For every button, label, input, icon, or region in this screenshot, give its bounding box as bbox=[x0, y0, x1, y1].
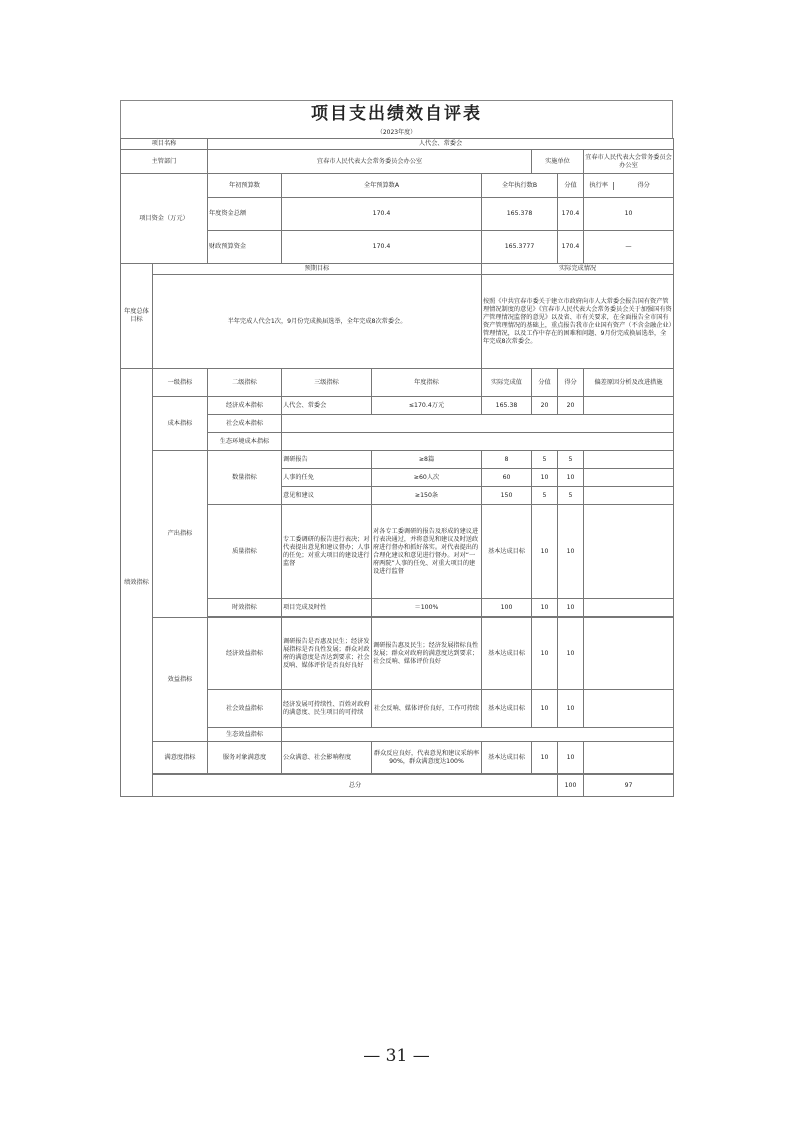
output-quality-label: 质量指标 bbox=[208, 505, 282, 599]
h-level2: 二级指标 bbox=[208, 369, 282, 397]
benefit-eco-empty bbox=[282, 728, 674, 742]
qty-actual: 150 bbox=[482, 487, 532, 505]
satisfaction-score: 10 bbox=[558, 742, 584, 774]
satisfaction-actual: 基本达成目标 bbox=[482, 742, 532, 774]
goals-label: 年度总体目标 bbox=[121, 264, 153, 369]
qty-reason bbox=[584, 469, 674, 487]
h-level1: 一级指标 bbox=[153, 369, 208, 397]
impl-label: 实施单位 bbox=[532, 150, 584, 174]
qty-actual: 8 bbox=[482, 451, 532, 469]
qty-score: 5 bbox=[558, 487, 584, 505]
time-item: 项目完成及时性 bbox=[282, 599, 372, 617]
form-year: （2023年度） bbox=[120, 127, 673, 138]
cost-social-empty bbox=[282, 415, 674, 433]
row-funds-header bbox=[121, 174, 674, 198]
quality-actual: 基本达成目标 bbox=[482, 505, 532, 599]
qty-item: 意见和建议 bbox=[282, 487, 372, 505]
row-cost-econ bbox=[121, 397, 674, 415]
cost-label: 成本指标 bbox=[153, 397, 208, 451]
qty-item: 人事的任免 bbox=[282, 469, 372, 487]
quality-target: 对各专工委调研的报告及形成的建议进行表决通过，并将意见和建议及时送政府进行督办和抓好落实。对代表提出的合理化建议和意见进行督办。对对“一府两院”人事的任免、对重大项目的建设进行监督 bbox=[372, 505, 482, 599]
quality-reason bbox=[584, 505, 674, 599]
h-level3: 三级指标 bbox=[282, 369, 372, 397]
qty-target: ≥150条 bbox=[372, 487, 482, 505]
cost-econ-score: 20 bbox=[558, 397, 584, 415]
h-score: 得分 bbox=[558, 369, 584, 397]
qty-score: 10 bbox=[558, 469, 584, 487]
quality-weight: 10 bbox=[532, 505, 558, 599]
benefit-eco-label: 生态效益指标 bbox=[208, 728, 282, 742]
time-reason bbox=[584, 599, 674, 617]
satisfaction-weight: 10 bbox=[532, 742, 558, 774]
benefit-econ-weight: 10 bbox=[532, 618, 558, 690]
goals-expected-text: 半年完成人代会1次，9月份完成换届选举，全年完成8次常委会。 bbox=[153, 275, 482, 369]
h-weight: 分值 bbox=[532, 369, 558, 397]
quality-item: 专工委调研的报告进行表决；对代表提出意见和建议督办；人事的任免；对重大项目的建设进行监督 bbox=[282, 505, 372, 599]
quality-score: 10 bbox=[558, 505, 584, 599]
cost-econ-target: ≤170.4万元 bbox=[372, 397, 482, 415]
total-weight: 100 bbox=[558, 775, 584, 797]
funds-year-budget: 170.4 bbox=[282, 198, 482, 231]
self-evaluation-form bbox=[120, 100, 673, 797]
benefit-label: 效益指标 bbox=[153, 618, 208, 742]
qty-actual: 60 bbox=[482, 469, 532, 487]
satisfaction-label: 满意度指标 bbox=[153, 742, 208, 774]
qty-score: 5 bbox=[558, 451, 584, 469]
dept-label: 主管部门 bbox=[121, 150, 208, 174]
qty-weight: 10 bbox=[532, 469, 558, 487]
output-qty-label: 数量指标 bbox=[208, 451, 282, 505]
benefit-social-label: 社会效益指标 bbox=[208, 690, 282, 728]
qty-target: ≥8篇 bbox=[372, 451, 482, 469]
benefit-social-reason bbox=[584, 690, 674, 728]
time-weight: 10 bbox=[532, 599, 558, 617]
funds-col-score: 得分 bbox=[637, 181, 650, 189]
benefit-econ-label: 经济效益指标 bbox=[208, 618, 282, 690]
qty-reason bbox=[584, 487, 674, 505]
satisfaction-sub-label: 服务对象满意度 bbox=[208, 742, 282, 774]
row-goals-content bbox=[121, 275, 674, 369]
funds-col-weight: 分值 bbox=[558, 174, 584, 198]
funds-row-label: 年度资金总额 bbox=[208, 198, 282, 231]
benefit-social-item: 经济发展可持续性、百姓对政府的满意度、民生项目的可持续 bbox=[282, 690, 372, 728]
satisfaction-item: 公众满意、社会影响程度 bbox=[282, 742, 372, 774]
row-indicators-header bbox=[121, 369, 674, 397]
funds-full-budget: 170.4 bbox=[558, 231, 584, 264]
funds-col-rate: 执行率 bbox=[584, 182, 614, 190]
funds-col-full-budget: 全年预算数A bbox=[282, 174, 482, 198]
project-name-label: 项目名称 bbox=[121, 139, 208, 150]
qty-reason bbox=[584, 451, 674, 469]
goals-actual-label: 实际完成情况 bbox=[482, 264, 674, 275]
project-name-value: 人代会、常委会 bbox=[208, 139, 674, 150]
benefit-social-score: 10 bbox=[558, 690, 584, 728]
row-benefit-econ bbox=[121, 618, 674, 690]
qty-item: 调研报告 bbox=[282, 451, 372, 469]
benefit-econ-reason bbox=[584, 618, 674, 690]
row-goals-header bbox=[121, 264, 674, 275]
funds-full-budget: 170.4 bbox=[558, 198, 584, 231]
form-table bbox=[120, 138, 674, 797]
cost-econ-label: 经济成本指标 bbox=[208, 397, 282, 415]
row-satisfaction bbox=[121, 742, 674, 774]
goals-actual-text: 按照《中共宜春市委关于建立市政府向市人大常委会报告国有资产管理情况制度的意见》《宜春市人民代表大会常务委员会关于加强国有资产管理情况监督的意见》以及省、市有关要求，在全面报告全市国有资产管理情况的基础上，重点报告我市企业国有资产（不含金融企业）管理情况，以及工作中存在的困难和问题、9月份完成换届选举，全年完成8次常委会。 bbox=[482, 275, 674, 369]
output-label: 产出指标 bbox=[153, 451, 208, 618]
total-label: 总分 bbox=[153, 775, 558, 797]
h-reason: 偏差原因分析及改进措施 bbox=[584, 369, 674, 397]
funds-full-exec: 165.378 bbox=[482, 198, 558, 231]
benefit-econ-target: 调研报告惠及民生；经济发展指标良性发展；群众对政府的满意度达到要求；社会反响、媒体评价良好 bbox=[372, 618, 482, 690]
qty-weight: 5 bbox=[532, 487, 558, 505]
qty-target: ≥60人次 bbox=[372, 469, 482, 487]
row-output-qty-1 bbox=[121, 451, 674, 469]
indicators-section-label: 绩效指标 bbox=[121, 369, 153, 797]
funds-year-budget: 170.4 bbox=[282, 231, 482, 264]
cost-econ-item: 人代会、常委会 bbox=[282, 397, 372, 415]
benefit-econ-item: 调研报告是否惠及民生；经济发展指标是否良性发展；群众对政府的满意度是否达到要求；社会反响、媒体评价是否良好良好 bbox=[282, 618, 372, 690]
funds-weight: 10 bbox=[584, 198, 674, 231]
satisfaction-target: 群众反应良好，代表意见和建议采纳率90%，群众满意度达100% bbox=[372, 742, 482, 774]
benefit-social-target: 社会反响、媒体评价良好，工作可持续 bbox=[372, 690, 482, 728]
row-total bbox=[121, 775, 674, 797]
row-project-name bbox=[121, 139, 674, 150]
benefit-econ-actual: 基本达成目标 bbox=[482, 618, 532, 690]
cost-eco-empty bbox=[282, 433, 674, 451]
time-score: 10 bbox=[558, 599, 584, 617]
funds-full-exec: 165.3777 bbox=[482, 231, 558, 264]
benefit-econ-score: 10 bbox=[558, 618, 584, 690]
h-target: 年度指标 bbox=[372, 369, 482, 397]
cost-social-label: 社会成本指标 bbox=[208, 415, 282, 433]
funds-col-year-budget: 年初预算数 bbox=[208, 174, 282, 198]
funds-row-label: 财政预算资金 bbox=[208, 231, 282, 264]
satisfaction-reason bbox=[584, 742, 674, 774]
funds-col-rate-score bbox=[584, 174, 674, 198]
cost-eco-label: 生态环境成本指标 bbox=[208, 433, 282, 451]
page-number: — 31 — bbox=[363, 1046, 430, 1066]
cost-econ-reason bbox=[584, 397, 674, 415]
goals-expected-label: 预期目标 bbox=[153, 264, 482, 275]
qty-weight: 5 bbox=[532, 451, 558, 469]
impl-value: 宜春市人民代表大会常务委员会办公室 bbox=[584, 150, 674, 174]
form-title: 项目支出绩效自评表 bbox=[120, 100, 673, 127]
funds-col-full-exec: 全年执行数B bbox=[482, 174, 558, 198]
time-target: ＝100% bbox=[372, 599, 482, 617]
output-time-label: 时效指标 bbox=[208, 599, 282, 617]
cost-econ-weight: 20 bbox=[532, 397, 558, 415]
time-actual: 100 bbox=[482, 599, 532, 617]
cost-econ-actual: 165.38 bbox=[482, 397, 532, 415]
benefit-social-actual: 基本达成目标 bbox=[482, 690, 532, 728]
row-department bbox=[121, 150, 674, 174]
benefit-social-weight: 10 bbox=[532, 690, 558, 728]
funds-weight: — bbox=[584, 231, 674, 264]
total-score: 97 bbox=[584, 775, 674, 797]
dept-value: 宜春市人民代表大会常务委员会办公室 bbox=[208, 150, 532, 174]
h-actual: 实际完成值 bbox=[482, 369, 532, 397]
funds-label: 项目资金（万元） bbox=[121, 174, 208, 264]
